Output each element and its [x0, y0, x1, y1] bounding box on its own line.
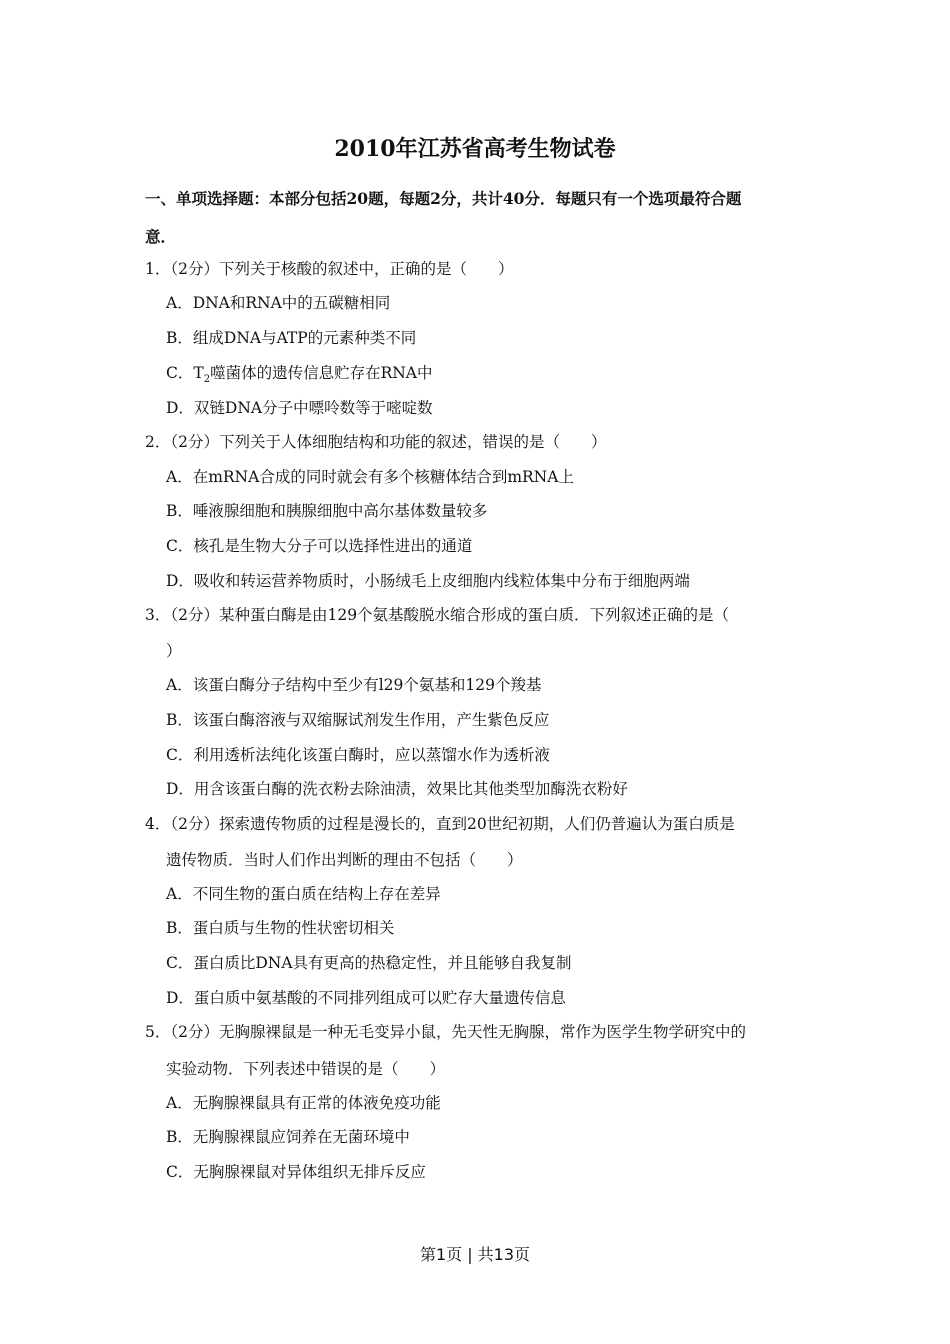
question-5-option-c: C．无胸腺裸鼠对异体组织无排斥反应	[166, 1163, 426, 1181]
question-3-option-b: B．该蛋白酶溶液与双缩脲试剂发生作用，产生紫色反应	[166, 711, 550, 729]
question-4-stem-line-2: 遗传物质．当时人们作出判断的理由不包括（ ）	[166, 851, 523, 869]
question-1-option-c-rest: 噬菌体的遗传信息贮存在RNA中	[210, 364, 433, 382]
question-3-option-c: C．利用透析法纯化该蛋白酶时，应以蒸馏水作为透析液	[166, 746, 550, 764]
question-2-stem: 2．（2分）下列关于人体细胞结构和功能的叙述，错误的是（ ）	[145, 433, 607, 451]
question-5-option-a: A．无胸腺裸鼠具有正常的体液免疫功能	[166, 1094, 441, 1112]
question-5-stem-line-2: 实验动物．下列表述中错误的是（ ）	[166, 1060, 446, 1078]
page-footer: 第1页 | 共13页	[419, 1245, 531, 1264]
question-5-option-b: B．无胸腺裸鼠应饲养在无菌环境中	[166, 1128, 410, 1146]
question-2-option-b: B．唾液腺细胞和胰腺细胞中高尔基体数量较多	[166, 502, 488, 520]
section-heading-line-2: 意．	[145, 227, 177, 246]
question-1-option-c-prefix: C．T	[166, 364, 204, 382]
question-1-stem: 1．（2分）下列关于核酸的叙述中，正确的是（ ）	[145, 260, 514, 278]
question-1-option-c-subscript: 2	[203, 374, 211, 386]
question-2-option-a: A．在mRNA合成的同时就会有多个核糖体结合到mRNA上	[166, 468, 574, 486]
question-1-option-c	[166, 363, 433, 386]
question-1-option-a: A．DNA和RNA中的五碳糖相同	[166, 294, 391, 312]
question-3-stem-line-2: ）	[166, 642, 182, 660]
section-heading-line-1: 一、单项选择题：本部分包括20题，每题2分，共计40分．每题只有一个选项最符合题	[145, 189, 742, 208]
question-3-option-d: D．用含该蛋白酶的洗衣粉去除油渍，效果比其他类型加酶洗衣粉好	[166, 780, 628, 798]
question-1-option-d: D．双链DNA分子中嘌呤数等于嘧啶数	[166, 399, 433, 417]
page-title: 2010年江苏省高考生物试卷	[334, 136, 616, 162]
question-4-option-d: D．蛋白质中氨基酸的不同排列组成可以贮存大量遗传信息	[166, 989, 566, 1007]
question-2-option-c: C．核孔是生物大分子可以选择性进出的通道	[166, 537, 473, 555]
question-3-option-a: A．该蛋白酶分子结构中至少有l29个氨基和129个羧基	[166, 676, 542, 694]
question-3-stem-line-1: 3．（2分）某种蛋白酶是由129个氨基酸脱水缩合形成的蛋白质．下列叙述正确的是（	[145, 606, 730, 624]
question-4-option-c: C．蛋白质比DNA具有更高的热稳定性，并且能够自我复制	[166, 954, 572, 972]
question-5-stem-line-1: 5．（2分）无胸腺裸鼠是一种无毛变异小鼠，先天性无胸腺，常作为医学生物学研究中的	[145, 1023, 746, 1041]
question-2-option-d: D．吸收和转运营养物质时，小肠绒毛上皮细胞内线粒体集中分布于细胞两端	[166, 572, 690, 590]
question-1-option-b: B．组成DNA与ATP的元素种类不同	[166, 329, 417, 347]
question-4-option-a: A．不同生物的蛋白质在结构上存在差异	[166, 885, 441, 903]
question-4-stem-line-1: 4．（2分）探索遗传物质的过程是漫长的，直到20世纪初期，人们仍普遍认为蛋白质是	[145, 815, 735, 833]
question-4-option-b: B．蛋白质与生物的性状密切相关	[166, 919, 395, 937]
